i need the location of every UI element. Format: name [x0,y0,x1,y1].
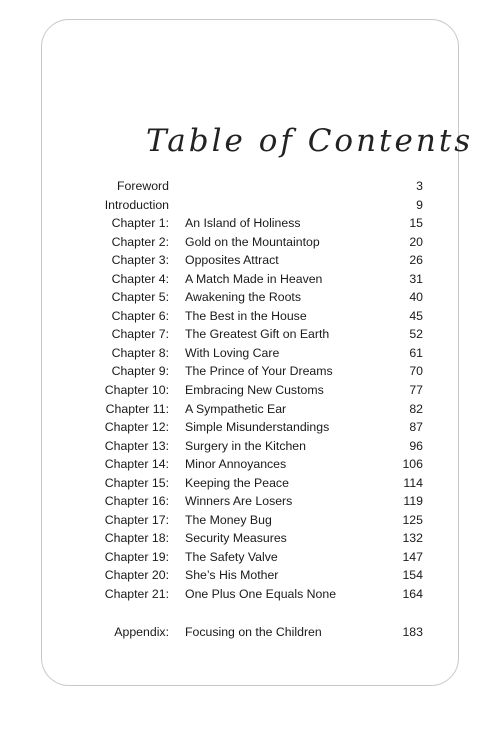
toc-entry-title: She’s His Mother [185,568,279,583]
toc-entry-page: 77 [409,383,423,398]
toc-entry-title: A Sympathetic Ear [185,401,287,416]
toc-entry-title: Keeping the Peace [185,475,289,490]
toc-entry-chapter-14 [99,455,423,474]
toc-entry-page: 9 [416,197,423,212]
toc-entry-chapter-7 [99,325,423,344]
toc-entry-title: The Money Bug [185,512,272,527]
toc-entry-title: With Loving Care [185,345,280,360]
toc-entry-label: Chapter 1: [111,216,169,231]
toc-entry-label: Chapter 15: [104,475,169,490]
toc-entry-chapter-8 [99,344,423,363]
toc-entry-title: Focusing on the Children [185,624,322,639]
toc-entry-title: The Prince of Your Dreams [185,364,333,379]
toc-entry-chapter-20 [99,566,423,585]
toc-entry-title: Gold on the Mountaintop [185,234,320,249]
toc-entry-title: Embracing New Customs [185,383,324,398]
book-page [41,19,474,686]
toc-entry-page: 132 [402,531,423,546]
toc-entry-label: Chapter 3: [111,253,169,268]
toc-entry-label: Chapter 6: [111,308,169,323]
toc-entry-title: An Island of Holiness [185,216,301,231]
toc-entry-label: Chapter 13: [104,438,169,453]
toc-entry-page: 183 [402,624,423,639]
toc-entry-page: 31 [409,271,423,286]
toc-entry-chapter-10 [99,381,423,400]
toc-entry-chapter-4 [99,270,423,289]
toc-entry-chapter-2 [99,233,423,252]
toc-entry-chapter-11 [99,400,423,419]
toc-entry-chapter-21 [99,585,423,604]
toc-entry-label: Chapter 11: [105,401,169,416]
toc-entry-chapter-19 [99,548,423,567]
toc-entry-label: Chapter 10: [104,383,169,398]
toc-entry-title: Minor Annoyances [185,457,287,472]
toc-entry-label: Chapter 4: [111,271,169,286]
toc-entry-page: 3 [416,179,423,193]
toc-entry-label: Chapter 9: [111,364,169,379]
toc-entry-page: 164 [402,587,423,602]
toc-entry-chapter-1 [99,214,423,233]
toc-spacer [99,604,423,623]
toc-entry-title: Surgery in the Kitchen [185,438,306,453]
toc-entry-chapter-5 [99,288,423,307]
toc-entry-label: Chapter 19: [104,549,169,564]
toc-entry-foreword [99,177,423,196]
toc-entry-label: Chapter 14: [104,457,169,472]
toc-entry-title: Opposites Attract [185,253,279,268]
toc-entry-label: Introduction [104,197,169,212]
toc-entry-label: Chapter 21: [104,587,169,602]
toc-entry-chapter-3 [99,251,423,270]
toc-entry-page: 119 [403,494,423,509]
toc-entry-page: 96 [409,438,423,453]
toc-entry-page: 61 [409,345,423,360]
toc-entry-chapter-17 [99,511,423,530]
toc-entry-page: 20 [409,234,423,249]
toc-entry-label: Chapter 2: [111,234,169,249]
table-of-contents [99,177,423,641]
toc-entry-title: Awakening the Roots [185,290,301,305]
page-title: Table of Contents [146,123,474,159]
toc-entry-title: Simple Misunderstandings [185,420,330,435]
toc-entry-title: One Plus One Equals None [185,587,337,602]
toc-entry-label: Chapter 5: [111,290,169,305]
toc-entry-label: Chapter 17: [104,512,169,527]
toc-entry-label: Foreword [117,179,169,193]
toc-entry-page: 87 [409,420,423,435]
toc-entry-chapter-18 [99,529,423,548]
toc-entry-label: Chapter 12: [104,420,169,435]
toc-entry-page: 40 [409,290,423,305]
toc-entry-chapter-16 [99,492,423,511]
toc-entry-appendix [99,623,423,642]
toc-entry-title: The Safety Valve [185,549,278,564]
toc-entry-title: Winners Are Losers [185,494,293,509]
toc-entry-title: A Match Made in Heaven [185,271,323,286]
toc-entry-page: 26 [409,253,423,268]
toc-entry-title: The Best in the House [185,308,307,323]
toc-entry-chapter-15 [99,474,423,493]
toc-entry-page: 70 [409,364,423,379]
toc-entry-page: 147 [402,549,423,564]
toc-entry-label: Appendix: [114,624,169,639]
toc-entry-page: 52 [409,327,423,342]
toc-entry-page: 114 [403,475,423,490]
toc-entry-page: 15 [409,216,423,231]
toc-entry-label: Chapter 8: [111,345,169,360]
toc-entry-chapter-13 [99,437,423,456]
toc-entry-title: Security Measures [185,531,287,546]
toc-entry-label: Chapter 16: [104,494,169,509]
toc-entry-page: 45 [409,308,423,323]
toc-entry-introduction [99,196,423,215]
toc-entry-chapter-12 [99,418,423,437]
toc-entry-label: Chapter 18: [104,531,169,546]
toc-entry-title: The Greatest Gift on Earth [185,327,330,342]
toc-entry-label: Chapter 20: [104,568,169,583]
toc-entry-chapter-6 [99,307,423,326]
toc-entry-chapter-9 [99,362,423,381]
toc-entry-page: 106 [402,457,423,472]
toc-entry-label: Chapter 7: [111,327,169,342]
toc-entry-page: 82 [409,401,423,416]
toc-entry-page: 125 [402,512,423,527]
toc-entry-page: 154 [402,568,423,583]
